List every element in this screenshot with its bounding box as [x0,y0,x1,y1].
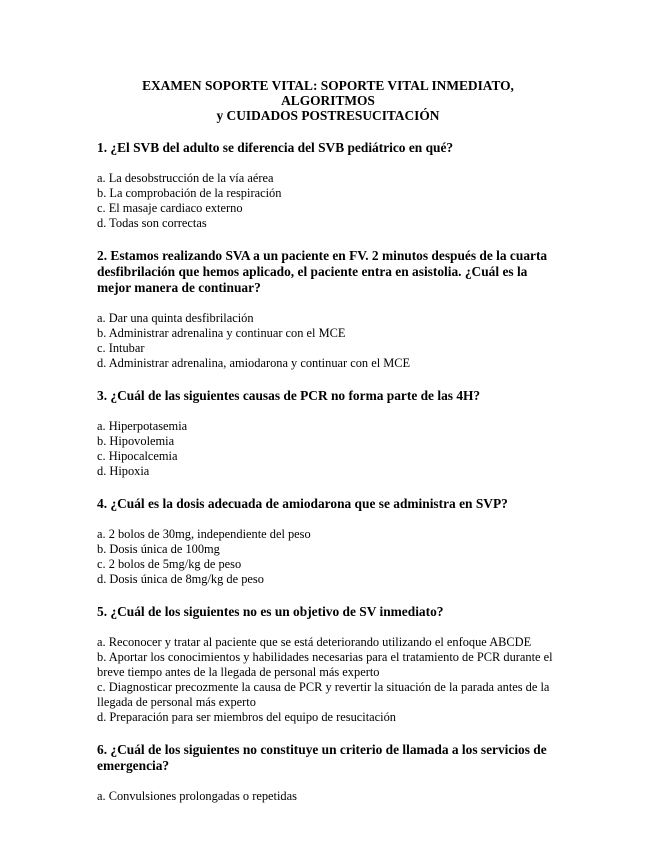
question-text: 3. ¿Cuál de las siguientes causas de PCR no forma parte de las 4H? [97,388,481,403]
option-a: a. La desobstrucción de la vía aérea [97,171,274,185]
option-c: c. Hipocalcemia [97,449,178,463]
option-c: c. 2 bolos de 5mg/kg de peso [97,557,242,571]
question-5 [97,604,559,725]
question-4 [97,496,559,587]
option-a: a. Hiperpotasemia [97,419,188,433]
option-d: d. Administrar adrenalina, amiodarona y continuar con el MCE [97,356,411,370]
question-text: 5. ¿Cuál de los siguientes no es un objetivo de SV inmediato? [97,604,444,619]
option-c: c. Diagnosticar precozmente la causa de PCR y revertir la situación de la parada antes de la llegada de personal más experto [97,680,550,709]
option-b: b. Administrar adrenalina y continuar con el MCE [97,326,346,340]
option-c: c. El masaje cardiaco externo [97,201,243,215]
title-line-2: y CUIDADOS POSTRESUCITACIÓN [216,108,440,123]
document-title [97,78,559,123]
option-a: a. Reconocer y tratar al paciente que se está deteriorando utilizando el enfoque ABCDE [97,635,532,649]
question-text: 6. ¿Cuál de los siguientes no constituye un criterio de llamada a los servicios de emergencia? [97,742,547,773]
option-b: b. Dosis única de 100mg [97,542,220,556]
option-d: d. Todas son correctas [97,216,207,230]
option-a: a. 2 bolos de 30mg, independiente del peso [97,527,311,541]
question-text: 4. ¿Cuál es la dosis adecuada de amiodarona que se administra en SVP? [97,496,508,511]
option-d: d. Hipoxia [97,464,150,478]
question-6 [97,742,559,804]
question-2 [97,248,559,371]
title-line-1: EXAMEN SOPORTE VITAL: SOPORTE VITAL INMEDIATO, ALGORITMOS [142,78,514,108]
question-text: 2. Estamos realizando SVA a un paciente en FV. 2 minutos después de la cuarta desfibrilación que hemos aplicado, el paciente entra en asistolia. ¿Cuál es la mejor manera de continuar? [97,248,548,295]
option-b: b. Aportar los conocimientos y habilidades necesarias para el tratamiento de PCR durante el breve tiempo antes de la llegada de personal más experto [97,650,553,679]
question-3 [97,388,559,479]
option-d: d. Dosis única de 8mg/kg de peso [97,572,264,586]
option-c: c. Intubar [97,341,145,355]
option-b: b. Hipovolemia [97,434,175,448]
question-text: 1. ¿El SVB del adulto se diferencia del SVB pediátrico en qué? [97,140,454,155]
question-1 [97,140,559,231]
option-a: a. Dar una quinta desfibrilación [97,311,254,325]
option-b: b. La comprobación de la respiración [97,186,282,200]
option-d: d. Preparación para ser miembros del equipo de resucitación [97,710,396,724]
document-page [97,78,559,821]
option-a: a. Convulsiones prolongadas o repetidas [97,789,297,803]
